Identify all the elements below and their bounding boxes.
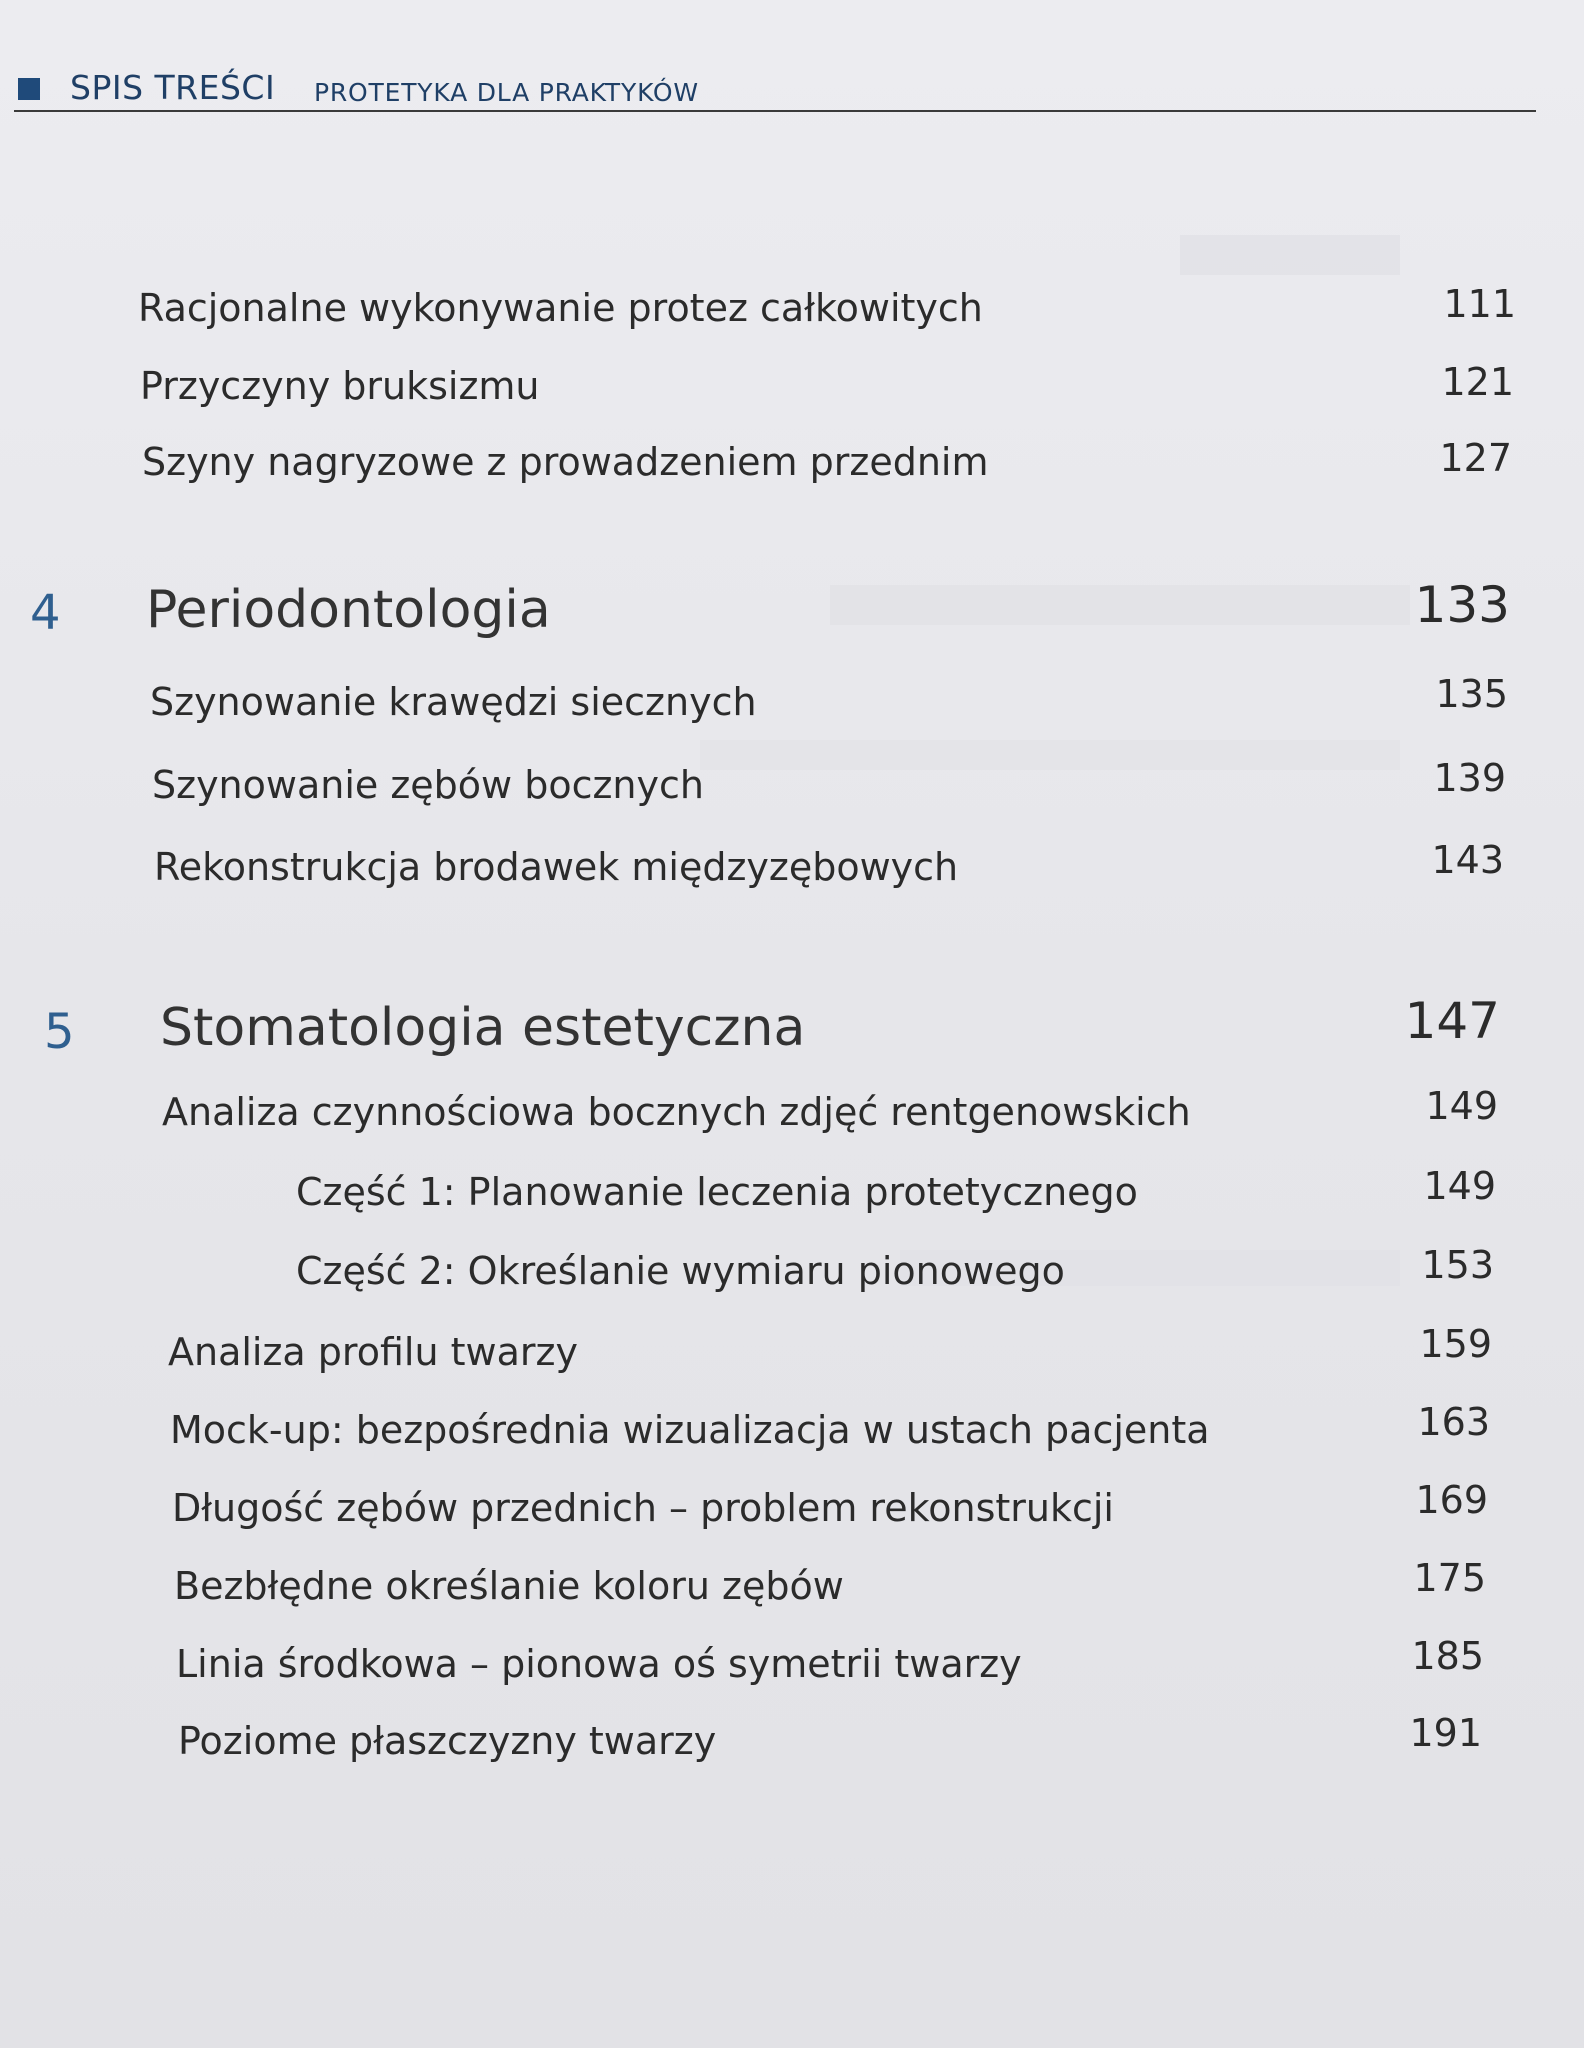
show-through-bar bbox=[700, 740, 1400, 770]
toc-entry-page: 149 bbox=[1423, 1164, 1496, 1208]
toc-entry-title: Rekonstrukcja brodawek międzyzębowych bbox=[154, 845, 959, 889]
chapter-number: 5 bbox=[44, 1004, 75, 1060]
show-through-bar bbox=[1180, 235, 1400, 275]
toc-entry-title: Linia środkowa – pionowa oś symetrii twarzy bbox=[176, 1642, 1022, 1686]
chapter-page: 147 bbox=[1404, 992, 1500, 1050]
toc-entry-title: Szyny nagryzowe z prowadzeniem przednim bbox=[142, 440, 989, 484]
header-title: SPIS TREŚCI bbox=[70, 68, 276, 107]
toc-entry-title: Bezbłędne określanie koloru zębów bbox=[174, 1564, 844, 1608]
toc-entry-page: 169 bbox=[1415, 1478, 1488, 1522]
chapter-title: Periodontologia bbox=[146, 580, 551, 640]
toc-entry-title: Szynowanie krawędzi siecznych bbox=[150, 680, 757, 724]
toc-entry-page: 149 bbox=[1425, 1084, 1498, 1128]
toc-entry-title: Analiza profilu twarzy bbox=[168, 1330, 578, 1374]
toc-entry-title: Poziome płaszczyzny twarzy bbox=[178, 1719, 717, 1763]
toc-entry-page: 153 bbox=[1421, 1243, 1494, 1287]
toc-entry-title: Racjonalne wykonywanie protez całkowitych bbox=[138, 286, 983, 330]
toc-entry-page: 163 bbox=[1417, 1400, 1490, 1444]
show-through-bar bbox=[830, 585, 1410, 625]
toc-entry-page: 139 bbox=[1433, 756, 1506, 800]
toc-entry-title: Szynowanie zębów bocznych bbox=[152, 763, 704, 807]
toc-entry-page: 127 bbox=[1439, 436, 1512, 480]
toc-entry-title: Część 1: Planowanie leczenia protetycznego bbox=[296, 1170, 1138, 1214]
toc-entry-page: 175 bbox=[1413, 1556, 1486, 1600]
chapter-page: 133 bbox=[1414, 576, 1510, 634]
toc-entry-page: 135 bbox=[1435, 672, 1508, 716]
toc-entry-title: Część 2: Określanie wymiaru pionowego bbox=[296, 1249, 1065, 1293]
toc-entry-title: Mock-up: bezpośrednia wizualizacja w ustach pacjenta bbox=[170, 1408, 1210, 1452]
toc-entry-page: 143 bbox=[1431, 838, 1504, 882]
toc-entry-title: Przyczyny bruksizmu bbox=[140, 364, 540, 408]
header-subtitle: PROTETYKA DLA PRAKTYKÓW bbox=[314, 78, 699, 107]
toc-entry-page: 185 bbox=[1411, 1634, 1484, 1678]
toc-entry-page: 191 bbox=[1409, 1711, 1482, 1755]
toc-entry-page: 159 bbox=[1419, 1322, 1492, 1366]
toc-entry-page: 111 bbox=[1443, 282, 1516, 326]
chapter-number: 4 bbox=[30, 585, 61, 641]
toc-entry-page: 121 bbox=[1441, 360, 1514, 404]
header-square-icon bbox=[18, 78, 40, 100]
chapter-title: Stomatologia estetyczna bbox=[160, 998, 806, 1058]
toc-entry-title: Analiza czynnościowa bocznych zdjęć rentgenowskich bbox=[162, 1090, 1191, 1134]
page-header bbox=[14, 66, 1536, 112]
toc-entry-title: Długość zębów przednich – problem rekonstrukcji bbox=[172, 1486, 1114, 1530]
